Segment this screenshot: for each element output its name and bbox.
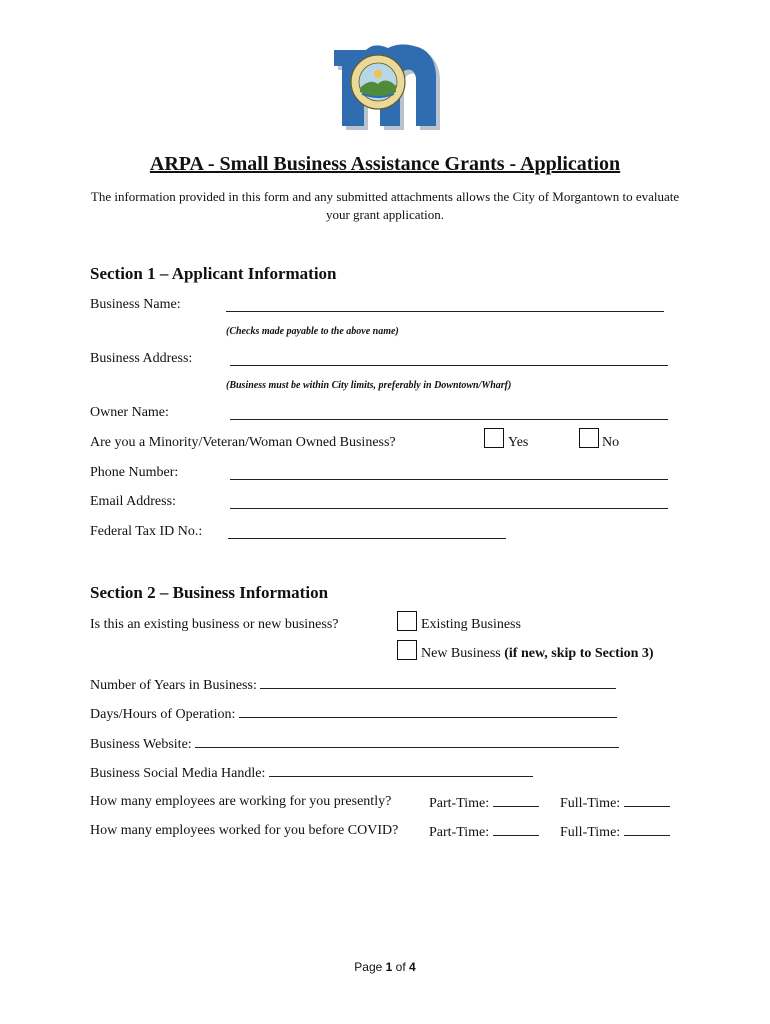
section-1-heading: Section 1 – Applicant Information xyxy=(90,264,337,283)
existing-business-label: Existing Business xyxy=(421,617,521,632)
minority-question: Are you a Minority/Veteran/Woman Owned Business? xyxy=(90,435,396,450)
employees-before-question: How many employees worked for you before COVID? xyxy=(90,823,399,838)
email-label: Email Address: xyxy=(90,494,176,509)
employees-now-full-time xyxy=(560,794,670,812)
employees-before-full-time-field[interactable] xyxy=(624,823,670,836)
website-label: Business Website: xyxy=(90,737,192,752)
intro-text: The information provided in this form and any submitted attachments allows the City of Morgantown to evaluate your grant application. xyxy=(90,189,680,222)
business-name-label: Business Name: xyxy=(90,297,181,312)
business-address-field[interactable] xyxy=(230,365,668,366)
tax-id-label: Federal Tax ID No.: xyxy=(90,524,203,539)
city-seal xyxy=(351,55,405,109)
part-time-label: Part-Time: xyxy=(429,825,490,840)
no-checkbox[interactable] xyxy=(579,428,599,448)
total-pages: 4 xyxy=(409,960,416,974)
business-name-field[interactable] xyxy=(226,311,664,312)
years-field[interactable] xyxy=(260,676,616,689)
website-row xyxy=(90,735,619,753)
years-row xyxy=(90,676,616,694)
current-page: 1 xyxy=(385,960,393,974)
social-row xyxy=(90,764,533,782)
existing-business-checkbox[interactable] xyxy=(397,611,417,631)
employees-now-full-time-field[interactable] xyxy=(624,794,670,807)
tax-id-field[interactable] xyxy=(228,538,506,539)
full-time-label: Full-Time: xyxy=(560,825,621,840)
new-business-label xyxy=(421,646,654,662)
existing-question: Is this an existing business or new business? xyxy=(90,617,339,632)
hours-label: Days/Hours of Operation: xyxy=(90,707,236,722)
employees-now-part-time xyxy=(429,794,539,812)
section-2-heading: Section 2 – Business Information xyxy=(90,583,329,602)
social-label: Business Social Media Handle: xyxy=(90,766,266,781)
city-logo xyxy=(330,40,445,132)
part-time-label: Part-Time: xyxy=(429,796,490,811)
yes-label: Yes xyxy=(508,435,529,450)
owner-name-label: Owner Name: xyxy=(90,405,169,420)
hours-field[interactable] xyxy=(239,705,617,718)
social-field[interactable] xyxy=(269,764,533,777)
email-field[interactable] xyxy=(230,508,668,509)
employees-before-full-time xyxy=(560,823,670,841)
new-business-checkbox[interactable] xyxy=(397,640,417,660)
no-label: No xyxy=(602,435,620,450)
owner-name-field[interactable] xyxy=(230,419,668,420)
years-label: Number of Years in Business: xyxy=(90,678,257,693)
employees-before-part-time xyxy=(429,823,539,841)
employees-now-part-time-field[interactable] xyxy=(493,794,539,807)
hours-row xyxy=(90,705,617,723)
new-business-note: (if new, skip to Section 3) xyxy=(504,646,654,661)
yes-checkbox[interactable] xyxy=(484,428,504,448)
document-title: ARPA - Small Business Assistance Grants - Application xyxy=(149,153,621,175)
business-address-note: (Business must be within City limits, preferably in Downtown/Wharf) xyxy=(226,380,512,391)
page-number xyxy=(0,960,770,974)
employees-before-part-time-field[interactable] xyxy=(493,823,539,836)
phone-field[interactable] xyxy=(230,479,668,480)
website-field[interactable] xyxy=(195,735,619,748)
full-time-label: Full-Time: xyxy=(560,796,621,811)
of-word: of xyxy=(395,960,406,974)
business-address-label: Business Address: xyxy=(90,351,193,366)
page-word: Page xyxy=(354,960,383,974)
business-name-note: (Checks made payable to the above name) xyxy=(226,326,399,337)
new-business-text: New Business xyxy=(421,646,501,661)
phone-label: Phone Number: xyxy=(90,465,179,480)
employees-now-question: How many employees are working for you presently? xyxy=(90,794,392,809)
